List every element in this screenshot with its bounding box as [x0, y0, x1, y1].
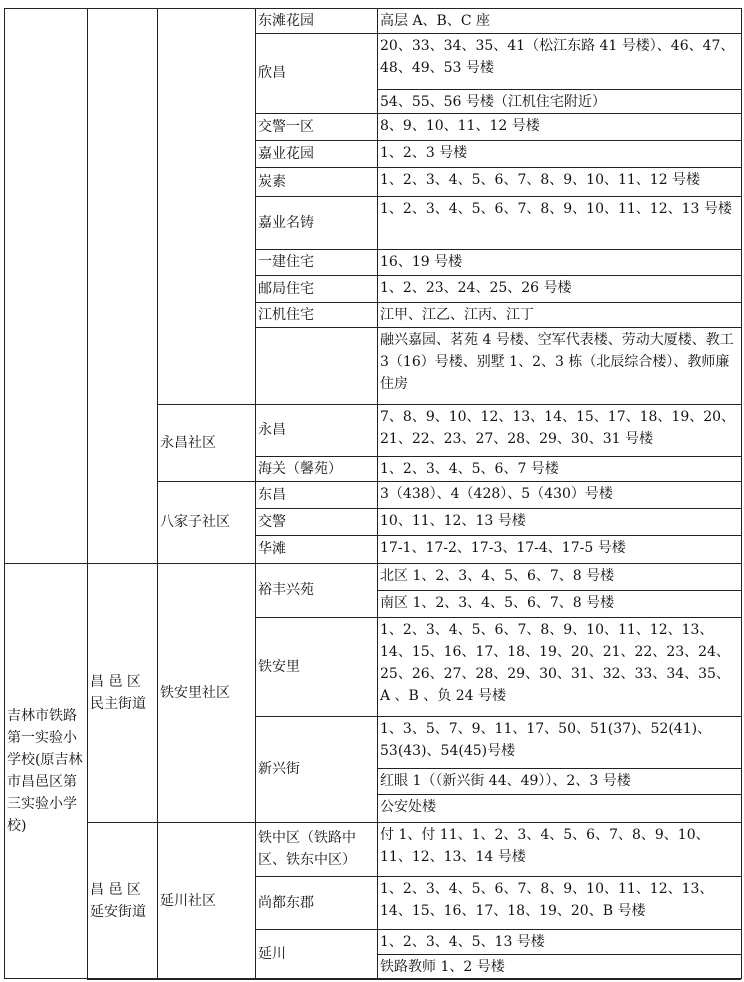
building-cell — [377, 929, 741, 954]
estate-cell — [255, 327, 377, 404]
column-line — [377, 8, 378, 979]
estate-cell-text: 欣昌 — [258, 65, 286, 81]
building-cell — [377, 33, 741, 89]
estate-cell — [255, 302, 377, 327]
building-cell — [377, 508, 741, 535]
estate-cell — [255, 249, 377, 275]
estate-cell — [255, 617, 377, 716]
building-cell — [377, 535, 741, 563]
building-cell — [377, 876, 741, 929]
building-cell-text: 8、9、10、11、12 号楼 — [380, 118, 540, 134]
building-cell — [377, 617, 741, 716]
estate-cell-text: 铁中区（铁路中区、铁东中区） — [258, 830, 356, 868]
estate-cell-text: 交警 — [258, 513, 286, 530]
community-cell-text: 铁安里社区 — [160, 684, 230, 701]
street-cell — [87, 822, 157, 979]
building-cell-text: 江甲、江乙、江丙、江丁 — [380, 307, 534, 323]
estate-cell — [255, 113, 377, 140]
building-cell-text: 铁路教师 1、2 号楼 — [380, 959, 505, 975]
estate-cell-text: 海关（馨苑） — [258, 460, 342, 477]
community-cell — [157, 8, 255, 404]
building-cell-text: 红眼 1（（新兴街 44、49））、2、3 号楼 — [380, 773, 631, 789]
estate-cell-text: 邮局住宅 — [258, 280, 314, 297]
community-cell-text: 永昌社区 — [160, 434, 216, 451]
building-cell-text: 公安处楼 — [380, 799, 436, 815]
school-cell-text: 吉林市铁路第一实验小学校(原吉林市昌邑区第三实验小学校) — [7, 708, 83, 834]
building-cell — [377, 8, 741, 33]
school-cell — [4, 563, 87, 979]
column-line — [87, 8, 88, 979]
community-cell — [157, 822, 255, 979]
street-cell — [87, 563, 157, 822]
estate-cell-text: 一建住宅 — [258, 254, 314, 270]
community-cell-text: 八家子社区 — [160, 514, 230, 530]
estate-cell-text: 交警一区 — [258, 118, 314, 135]
estate-cell-text: 铁安里 — [258, 658, 300, 675]
building-cell — [377, 249, 741, 275]
community-cell — [157, 481, 255, 563]
building-cell-text: 北区 1、2、3、4、5、6、7、8 号楼 — [380, 568, 615, 584]
building-cell — [377, 822, 741, 876]
estate-cell-text: 东滩花园 — [258, 12, 314, 29]
building-cell-text: 3（438）、4（428）、5（430）号楼 — [380, 486, 613, 502]
building-cell — [377, 716, 741, 768]
building-cell — [377, 89, 741, 113]
building-cell-text: 16、19 号楼 — [380, 254, 463, 270]
bottom-border — [4, 978, 741, 979]
building-cell-text: 20、33、34、35、41（松江东路 41 号楼）、46、47、48、49、53 号楼 — [380, 38, 735, 76]
building-cell-text: 高层 A、B、C 座 — [380, 13, 491, 29]
estate-cell — [255, 8, 377, 33]
community-cell — [157, 563, 255, 822]
building-cell — [377, 196, 741, 249]
estate-cell — [255, 140, 377, 167]
building-cell — [377, 275, 741, 302]
building-cell-text: 南区 1、2、3、4、5、6、7、8 号楼 — [380, 595, 615, 611]
building-cell-text: 10、11、12、13 号楼 — [380, 513, 526, 529]
estate-cell-text: 嘉业名铸 — [258, 214, 314, 231]
building-cell-text: 1、2、3 号楼 — [380, 145, 468, 161]
estate-cell-text: 炭素 — [258, 173, 286, 190]
estate-cell — [255, 929, 377, 979]
column-line — [255, 8, 256, 979]
building-cell-text: 1、2、3、4、5、6、7、8、9、10、11、12、13 号楼 — [380, 201, 732, 217]
estate-cell — [255, 481, 377, 508]
estate-cell — [255, 33, 377, 113]
building-cell-text: 1、3、5、7、9、11、17、50、51(37)、52(41)、53(43)、54(45)号楼 — [380, 721, 712, 759]
street-cell-text: 昌 邑 区延安街道 — [90, 881, 146, 920]
building-cell — [377, 563, 741, 590]
building-cell-text: 付 1、付 11、1、2、3、4、5、6、7、8、9、10、11、12、13、14 号楼 — [380, 827, 710, 865]
estate-cell — [255, 275, 377, 302]
estate-cell — [255, 822, 377, 876]
building-cell — [377, 590, 741, 617]
estate-cell-text: 嘉业花园 — [258, 145, 314, 162]
building-cell-text: 1、2、3、4、5、6、7、8、9、10、11、12、13、14、15、16、17、18、19、20、21、22、23、24、25、26、27、28、29、30、31、32、33、34、35、A 、B 、负 24 号楼 — [380, 622, 730, 704]
estate-cell — [255, 876, 377, 929]
building-cell-text: 1、2、23、24、25、26 号楼 — [380, 280, 572, 296]
estate-cell-text: 永昌 — [258, 422, 286, 438]
building-cell-text: 1、2、3、4、5、6、7、8、9、10、11、12 号楼 — [380, 172, 701, 188]
building-cell-text: 1、2、3、4、5、6、7 号楼 — [380, 461, 559, 477]
row-line — [255, 979, 377, 980]
building-cell — [377, 113, 741, 140]
community-cell — [157, 404, 255, 481]
building-cell — [377, 167, 741, 196]
estate-cell — [255, 196, 377, 249]
building-cell-text: 融兴嘉园、茗苑 4 号楼、空军代表楼、劳动大厦楼、教工 3（16）号楼、别墅 1、2、3 栋（北辰综合楼）、教师廉住房 — [380, 332, 734, 392]
row-line — [377, 979, 741, 980]
building-cell — [377, 954, 741, 979]
building-cell — [377, 456, 741, 481]
estate-cell-text: 江机住宅 — [258, 306, 314, 323]
estate-cell-text: 新兴街 — [258, 761, 300, 777]
street-cell-text: 昌 邑 区民主街道 — [90, 673, 146, 712]
estate-cell — [255, 456, 377, 481]
building-cell — [377, 302, 741, 327]
building-cell — [377, 404, 741, 456]
column-line — [741, 8, 742, 979]
building-cell — [377, 794, 741, 822]
building-cell-text: 1、2、3、4、5、13 号楼 — [380, 934, 545, 950]
estate-cell-text: 延川 — [258, 946, 286, 962]
building-cell — [377, 481, 741, 508]
building-cell — [377, 327, 741, 404]
estate-cell — [255, 535, 377, 563]
estate-cell — [255, 404, 377, 456]
estate-cell-text: 华滩 — [258, 541, 286, 557]
building-cell — [377, 768, 741, 794]
estate-cell — [255, 563, 377, 617]
top-border — [4, 8, 741, 9]
estate-cell — [255, 508, 377, 535]
column-line — [4, 8, 5, 979]
column-line — [157, 8, 158, 979]
building-cell-text: 17-1、17-2、17-3、17-4、17-5 号楼 — [380, 540, 626, 556]
building-cell-text: 7、8、9、10、12、13、14、15、17、18、19、20、21、22、23、27、28、29、30、31 号楼 — [380, 409, 736, 447]
building-cell — [377, 140, 741, 167]
row-line — [87, 979, 255, 980]
community-cell-text: 延川社区 — [160, 892, 216, 909]
estate-cell — [255, 716, 377, 822]
building-cell-text: 1、2、3、4、5、6、7、8、9、10、11、12、13、14、15、16、17、18、19、20、B 号楼 — [380, 881, 714, 919]
estate-cell-text: 尚都东郡 — [258, 894, 314, 911]
estate-cell-text: 东昌 — [258, 486, 286, 503]
estate-cell-text: 裕丰兴苑 — [258, 582, 314, 598]
estate-cell — [255, 167, 377, 196]
building-cell-text: 54、55、56 号楼（江机住宅附近） — [380, 94, 606, 110]
